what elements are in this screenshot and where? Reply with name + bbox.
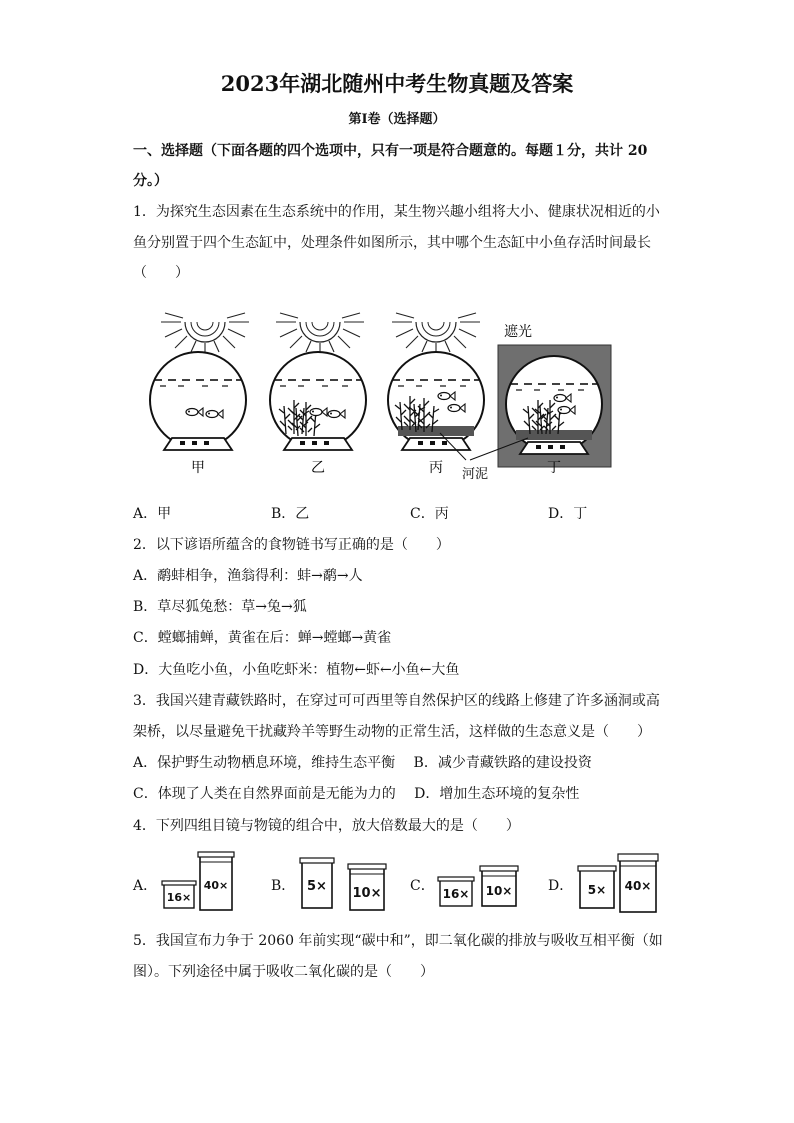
tank-yi [270,352,366,450]
shade-label: 遮光 [504,324,532,340]
tank-label-ding: 丁 [547,460,561,476]
q5-stem-line1: 5．我国宣布力争于 2060 年前实现“碳中和”，即二氧化碳的排放与吸收互相平衡（如 [133,933,663,949]
q1-stem-line1: 1．为探究生态因素在生态系统中的作用，某生物兴趣小组将大小、健康状况相近的小 [133,204,660,220]
q4-letter-d: D． [548,878,574,894]
eyepiece-c [438,877,474,906]
eyepiece-d [578,866,616,908]
objective-c [480,866,518,906]
svg-text:16×: 16× [166,891,192,904]
q3-stem-line1: 3．我国兴建青藏铁路时，在穿过可可西里等自然保护区的线路上修建了许多涵洞或高 [133,693,660,709]
q1-stem-line2: 鱼分别置于四个生态缸中，处理条件如图所示，其中哪个生态缸中小鱼存活时间最长 [133,235,651,251]
section-heading-line2: 分。） [133,173,168,189]
tank-label-bing: 丙 [429,460,443,476]
svg-text:40×: 40× [624,879,652,893]
q3-options-row2: C．体现了人类在自然界面前是无能为力的 D．增加生态环境的复杂性 [133,786,580,802]
q2-option-b: B．草尽狐兔愁：草→兔→狐 [133,599,307,615]
sun-icon [392,313,480,354]
q1-stem-line3: （ ） [133,265,189,281]
svg-text:5×: 5× [587,883,607,897]
q5-stem-line2: 图）。下列途径中属于吸收二氧化碳的是（ ） [133,964,434,980]
tank-label-jia: 甲 [191,460,205,476]
q4-stem: 4．下列四组目镜与物镜的组合中，放大倍数最大的是（ ） [133,818,520,834]
objective-d [618,854,658,912]
section-heading-line1: 一、选择题（下面各题的四个选项中，只有一项是符合题意的。每题１分，共计 20 [133,143,648,159]
eyepiece-a [162,881,196,908]
tank-bing [388,352,484,450]
part-title: 第Ⅰ卷（选择题） [348,112,446,127]
sun-icon [276,313,364,354]
q2-stem: 2．以下谚语所蕴含的食物链书写正确的是（ ） [133,537,450,553]
lens-figure [160,848,670,914]
svg-text:40×: 40× [203,879,229,892]
sun-icon [161,313,249,354]
objective-b [348,864,386,910]
q1-option-b: B．乙 [271,506,310,522]
q1-option-a: A．甲 [133,506,172,522]
svg-text:5×: 5× [307,879,327,894]
tank-jia [150,352,246,450]
q4-letter-b: B． [271,878,296,894]
q1-option-d: D．丁 [548,506,588,522]
mud-label: 河泥 [461,467,489,482]
page-title: 2023年湖北随州中考生物真题及答案 [220,71,574,96]
q2-option-d: D．大鱼吃小鱼，小鱼吃虾米：植物←虾←小鱼←大鱼 [133,662,460,678]
svg-text:10×: 10× [352,886,382,901]
tank-ding [506,356,602,454]
objective-a [198,852,234,910]
fish-tank-figure [140,300,630,490]
svg-text:16×: 16× [442,887,470,901]
svg-text:10×: 10× [485,884,513,898]
eyepiece-b [300,858,334,908]
q2-option-a: A．鹬蚌相争，渔翁得利：蚌→鹬→人 [133,568,363,584]
q4-letter-a: A． [133,878,158,894]
q3-options-row1: A．保护野生动物栖息环境，维持生态平衡 B．减少青藏铁路的建设投资 [133,755,592,771]
q4-letter-c: C． [410,878,435,894]
q1-option-c: C．丙 [410,506,449,522]
tank-label-yi: 乙 [311,460,325,476]
q2-option-c: C．螳螂捕蝉，黄雀在后：蝉→螳螂→黄雀 [133,630,392,646]
q3-stem-line2: 架桥，以尽量避免干扰藏羚羊等野生动物的正常生活，这样做的生态意义是（ ） [133,724,651,740]
